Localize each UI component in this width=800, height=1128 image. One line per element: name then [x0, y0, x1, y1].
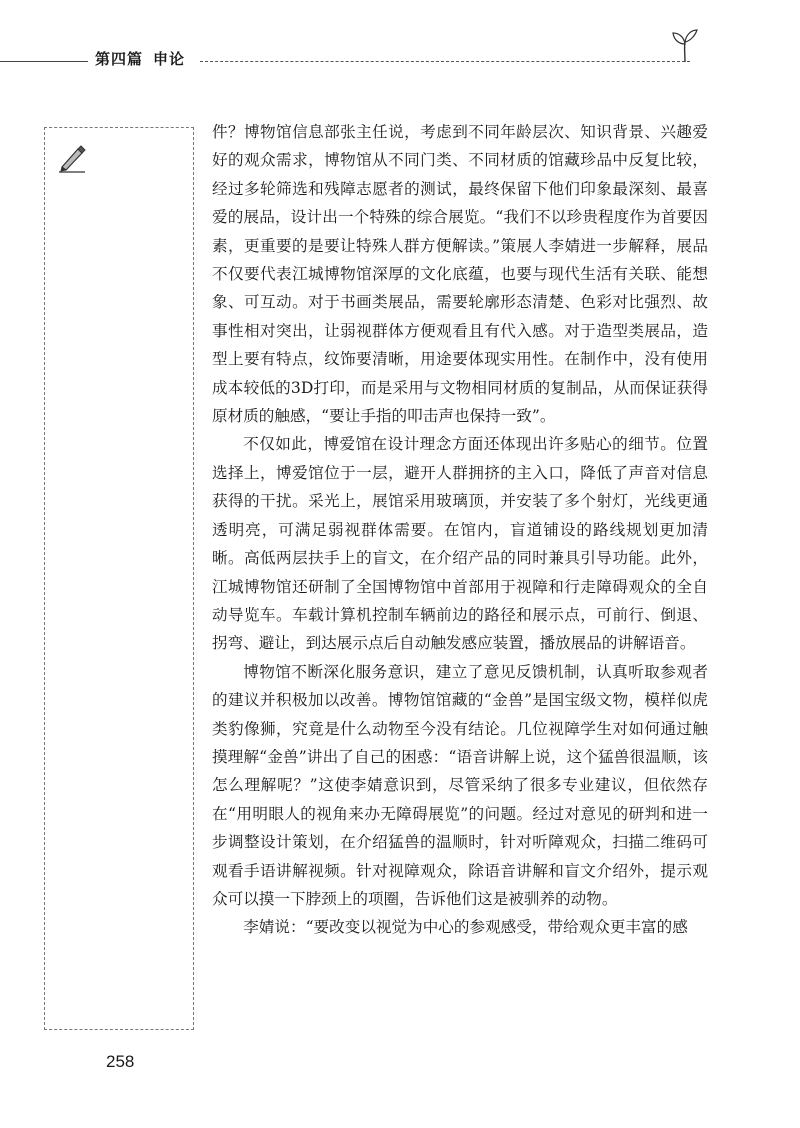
header-part: 第四篇 [95, 50, 144, 68]
paragraph: 李婧说：“要改变以视觉为中心的参观感受，带给观众更丰富的感 [243, 918, 688, 937]
header-rule-left [0, 61, 88, 62]
paragraph: 不仅如此，博爱馆在设计理念方面还体现出许多贴心的细节。位置选择上，博爱馆位于一层，避开人群拥挤的主入口，降低了声音对信息获得的干扰。采光上，展馆采用玻璃顶，并安装了多个射灯，光线更通透明亮，可满足弱视群体需要。在馆内，盲道铺设的路线规划更加清晰。高低两层扶手上的盲文，在介绍产品的同时兼具引导功能。此外，江城博物馆还研制了全国博物馆中首部用于视障和行走障碍观众的全自动导览车。车载计算机控制车辆前边的路径和展示点，可前行、倒退、拐弯、避让，到达展示点后自动触发感应装置，播放展品的讲解语音。 [212, 435, 708, 653]
header-title [95, 48, 185, 69]
pen-icon [58, 143, 86, 173]
sprout-icon [670, 24, 700, 64]
running-header [0, 0, 800, 80]
header-rule-right [200, 61, 690, 62]
margin-note-box [44, 127, 194, 1030]
header-subject: 申论 [153, 50, 186, 68]
page-number: 258 [106, 1052, 135, 1071]
body-text [212, 118, 708, 942]
paragraph: 件？博物馆信息部张主任说，考虑到不同年龄层次、知识背景、兴趣爱好的观众需求，博物馆从不同门类、不同材质的馆藏珍品中反复比较，经过多轮筛选和残障志愿者的测试，最终保留下他们印象最深刻、最喜爱的展品，设计出一个特殊的综合展览。“我们不以珍贵程度作为首要因素，更重要的是要让特殊人群方便解读。”策展人李婧进一步解释，展品不仅要代表江城博物馆深厚的文化底蕴，也要与现代生活有关联、能想象、可互动。对于书画类展品，需要轮廓形态清楚、色彩对比强烈、故事性相对突出，让弱视群体方便观看且有代入感。对于造型类展品，造型上要有特点，纹饰要清晰，用途要体现实用性。在制作中，没有使用成本较低的3D打印，而是采用与文物相同材质的复制品，从而保证获得原材质的触感，“要让手指的叩击声也保持一致”。 [212, 123, 708, 426]
paragraph: 博物馆不断深化服务意识，建立了意见反馈机制，认真听取参观者的建议并积极加以改善。博物馆馆藏的“金兽”是国宝级文物，模样似虎类豹像狮，究竟是什么动物至今没有结论。几位视障学生对如何通过触摸理解“金兽”讲出了自己的困惑：“语音讲解上说，这个猛兽很温顺，该怎么理解呢？”这使李婧意识到，尽管采纳了很多专业建议，但依然存在“用明眼人的视角来办无障碍展览”的问题。经过对意见的研判和进一步调整设计策划，在介绍猛兽的温顺时，针对听障观众，扫描二维码可观看手语讲解视频。针对视障观众，除语音讲解和盲文介绍外，提示观众可以摸一下脖颈上的项圈，告诉他们这是被驯养的动物。 [212, 662, 708, 908]
